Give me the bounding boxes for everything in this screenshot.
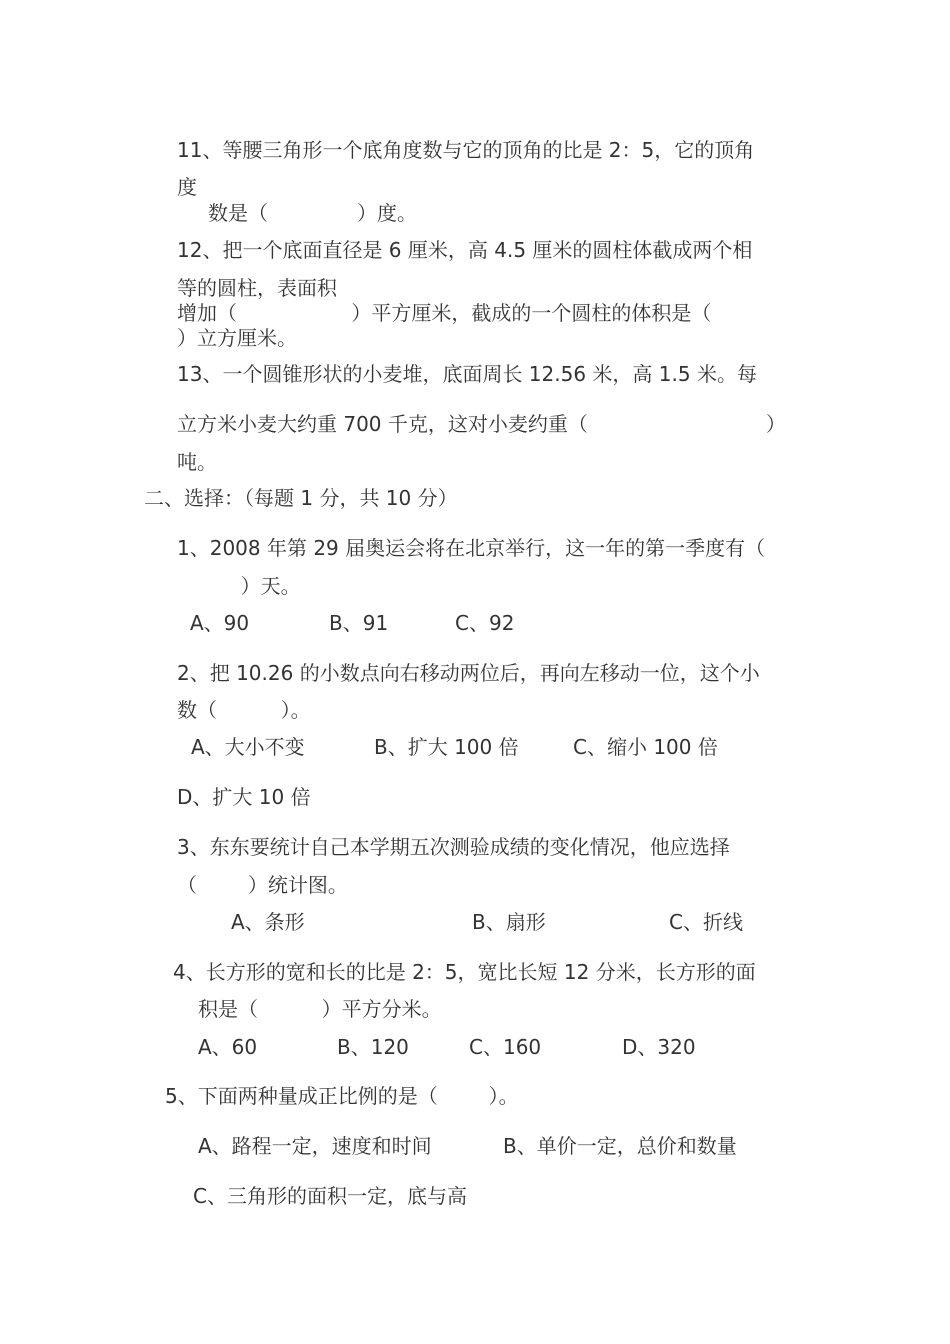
q11-line1: 11、等腰三角形一个底角度数与它的顶角的比是 2：5，它的顶角 (177, 138, 755, 162)
choice-q4-option-a: A、60 (198, 1035, 258, 1059)
choice-q3-option-b: B、扇形 (472, 910, 546, 934)
choice-q2-line1: 2、把 10.26 的小数点向右移动两位后，再向左移动一位，这个小 (177, 661, 760, 685)
q13-line1: 13、一个圆锥形状的小麦堆，底面周长 12.56 米，高 1.5 米。每 (177, 362, 757, 386)
choice-q4-option-c: C、160 (469, 1035, 542, 1059)
choice-q1-option-a: A、90 (190, 611, 250, 635)
q12-line3: 增加（ ）平方厘米，截成的一个圆柱的体积是（ (177, 301, 712, 325)
choice-q4-option-b: B、120 (337, 1035, 409, 1059)
q12-line1: 12、把一个底面直径是 6 厘米，高 4.5 厘米的圆柱体截成两个相 (177, 238, 753, 262)
choice-q4-option-d: D、320 (622, 1035, 696, 1059)
q11-line2: 度 (177, 175, 197, 199)
q12-line2: 等的圆柱，表面积 (177, 276, 337, 300)
section-heading: 二、选择：（每题 1 分，共 10 分） (144, 486, 458, 510)
choice-q4-line1: 4、长方形的宽和长的比是 2：5，宽比长短 12 分米，长方形的面 (173, 960, 756, 984)
choice-q2-option-a: A、大小不变 (191, 735, 305, 759)
choice-q5-line1: 5、下面两种量成正比例的是（ ）。 (165, 1084, 519, 1108)
choice-q2-option-b: B、扩大 100 倍 (374, 735, 519, 759)
choice-q3-line1: 3、东东要统计自己本学期五次测验成绩的变化情况，他应选择 (177, 835, 730, 859)
choice-q5-option-b: B、单价一定，总价和数量 (503, 1134, 737, 1158)
choice-q3-option-a: A、条形 (231, 910, 305, 934)
choice-q1-option-b: B、91 (329, 611, 389, 635)
q13-line2: 立方米小麦大约重 700 千克，这对小麦约重（ ） (177, 412, 786, 436)
choice-q1-option-c: C、92 (455, 611, 515, 635)
q13-line3: 吨。 (177, 450, 217, 474)
choice-q3-option-c: C、折线 (669, 910, 743, 934)
choice-q1-line1: 1、2008 年第 29 届奥运会将在北京举行，这一年的第一季度有（ (177, 536, 766, 560)
choice-q5-option-c: C、三角形的面积一定，底与高 (193, 1184, 467, 1208)
choice-q2-line2: 数（ ）。 (177, 698, 311, 722)
choice-q2-option-c: C、缩小 100 倍 (573, 735, 718, 759)
choice-q4-line2: 积是（ ）平方分米。 (198, 997, 442, 1021)
choice-q1-line2: ）天。 (177, 574, 301, 598)
q12-line4: ）立方厘米。 (177, 326, 297, 350)
choice-q5-option-a: A、路程一定，速度和时间 (198, 1134, 432, 1158)
q11-line3: 数是（ ）度。 (208, 201, 418, 225)
choice-q3-line2: （ ）统计图。 (177, 873, 348, 897)
choice-q2-option-d: D、扩大 10 倍 (177, 785, 311, 809)
